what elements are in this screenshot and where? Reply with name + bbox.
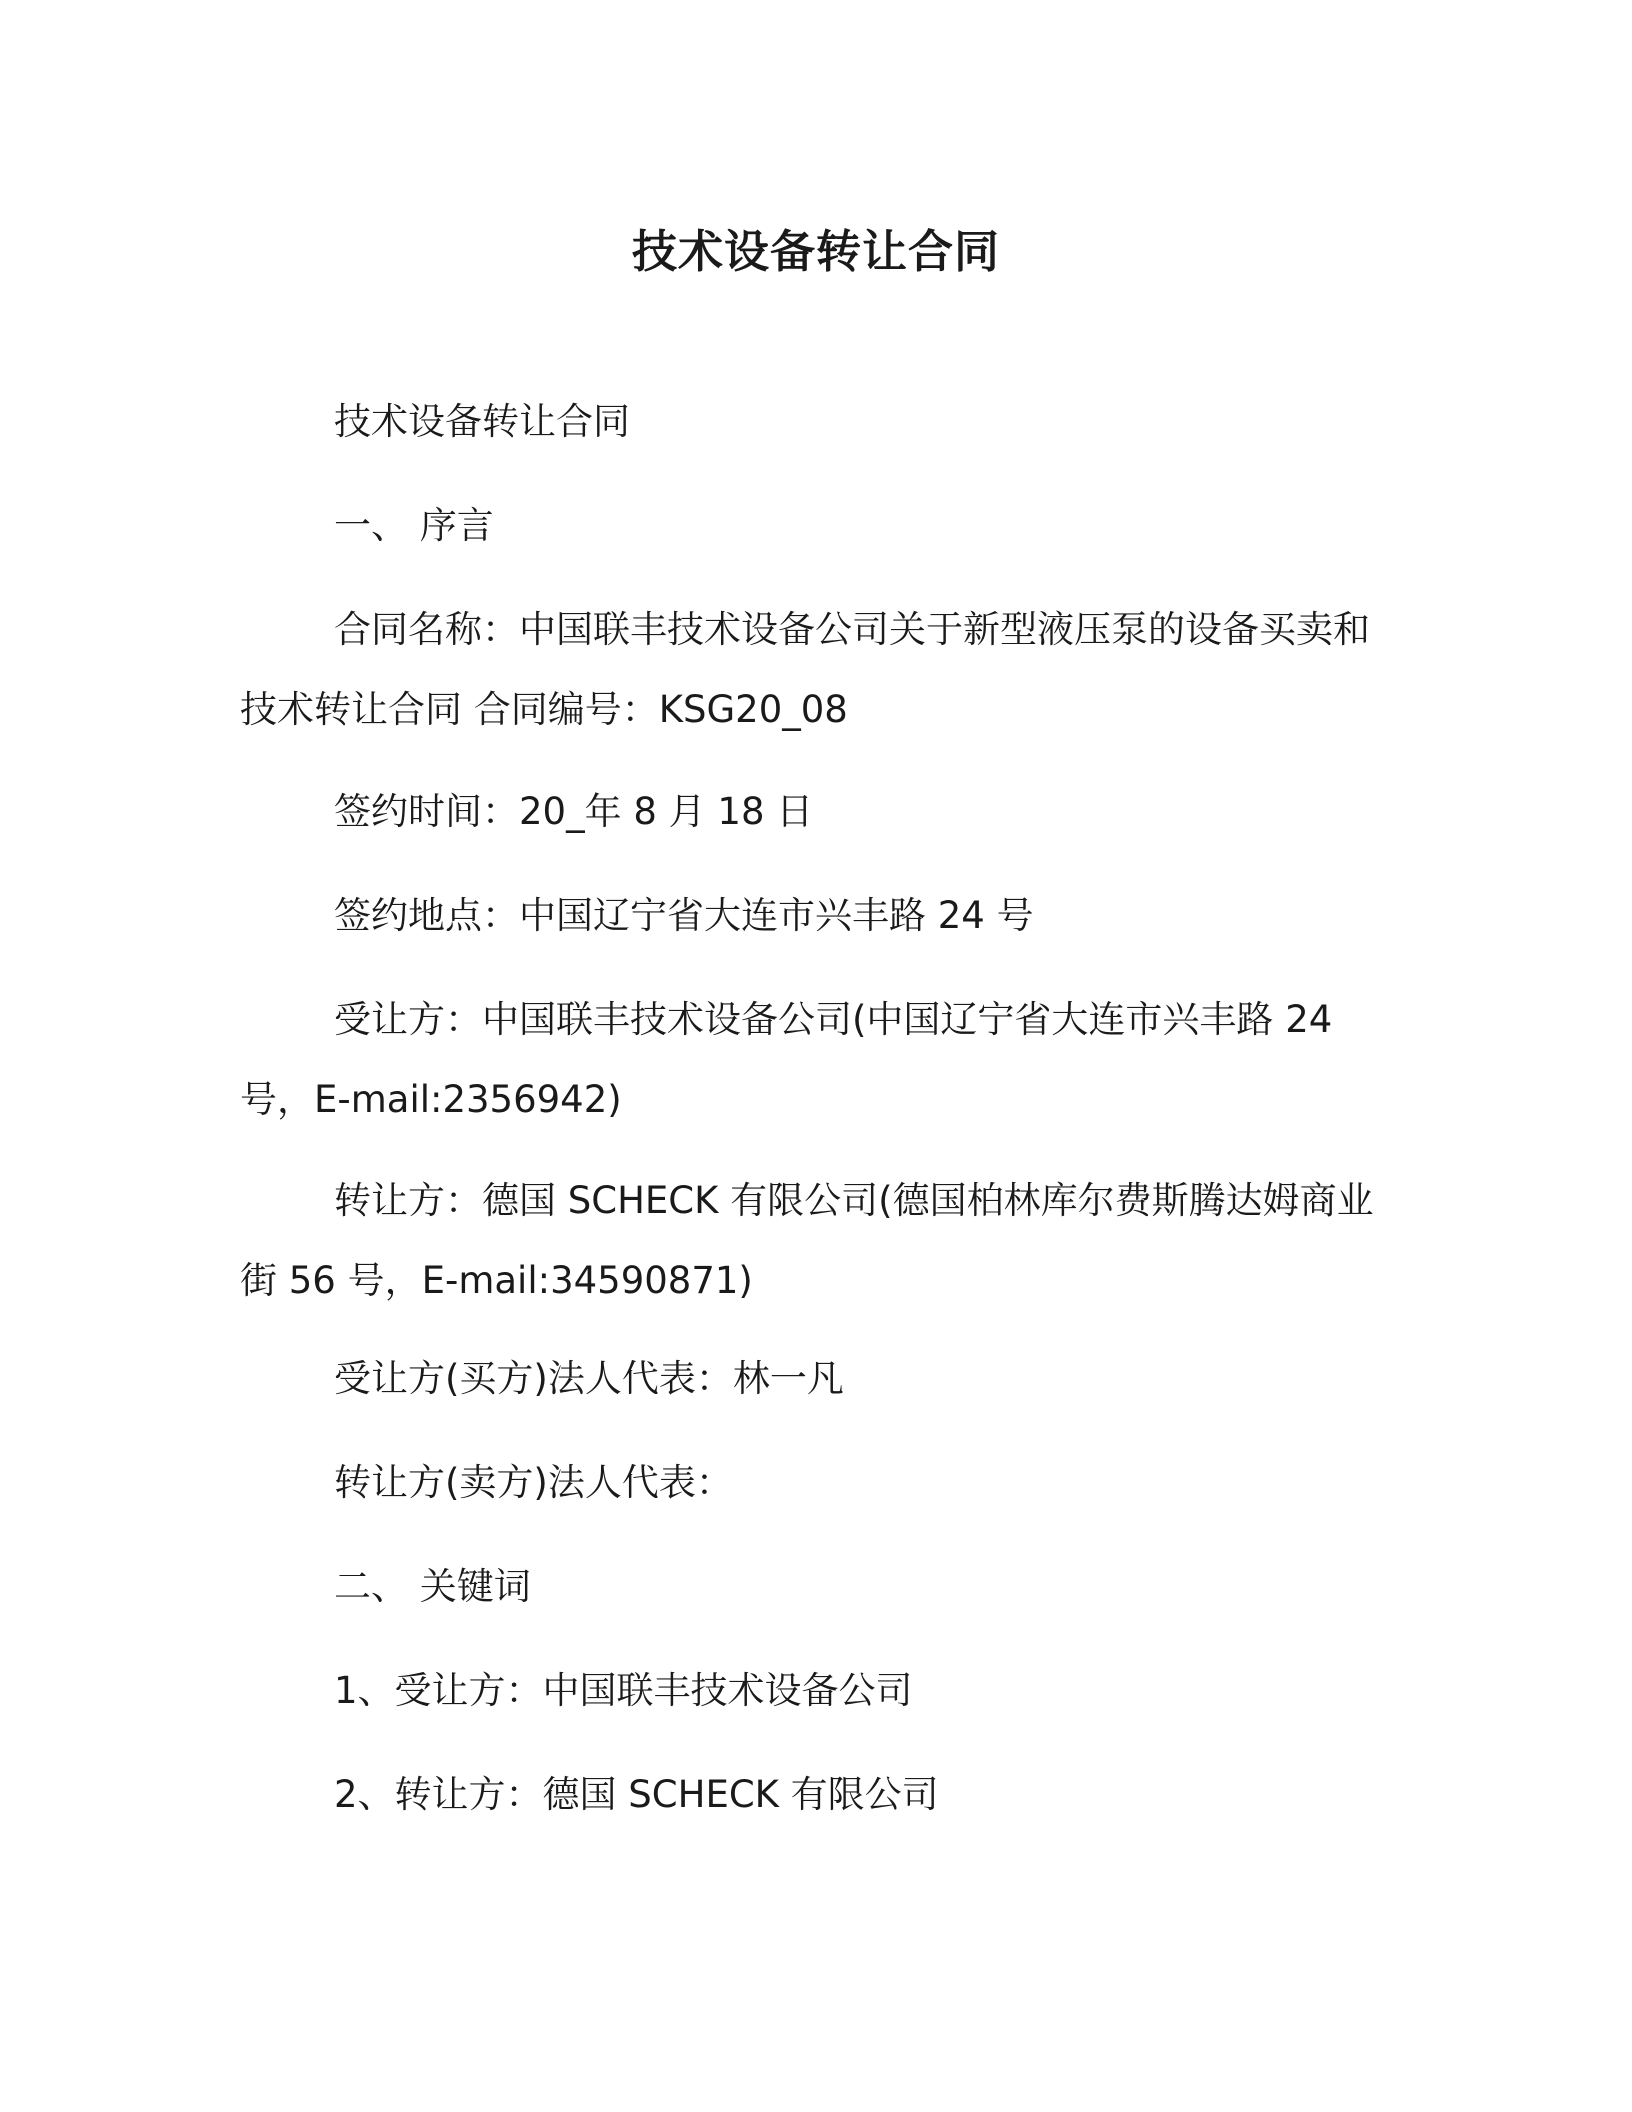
- paragraph-buyer-representative: 受让方(买方)法人代表：林一凡: [334, 1357, 844, 1400]
- paragraph-subtitle: 技术设备转让合同: [334, 400, 630, 443]
- paragraph-transferor: 转让方：德国 SCHECK 有限公司(德国柏林库尔费斯腾达姆商业街 56 号，E-mail:34590871): [240, 1179, 1374, 1302]
- section-heading-preface: 一、 序言: [334, 504, 494, 547]
- paragraph-signing-time: 签约时间：20_年 8 月 18 日: [334, 790, 814, 833]
- list-item-transferor: 2、转让方：德国 SCHECK 有限公司: [334, 1773, 939, 1816]
- list-item-transferee: 1、受让方：中国联丰技术设备公司: [334, 1669, 913, 1712]
- paragraph-transferee: 受让方：中国联丰技术设备公司(中国辽宁省大连市兴丰路 24 号，E-mail:2356942): [240, 998, 1333, 1121]
- paragraph-seller-representative: 转让方(卖方)法人代表：: [334, 1461, 733, 1504]
- paragraph-signing-place: 签约地点：中国辽宁省大连市兴丰路 24 号: [334, 894, 1034, 937]
- paragraph-contract-name: 合同名称：中国联丰技术设备公司关于新型液压泵的设备买卖和技术转让合同 合同编号：KSG20_08: [240, 608, 1370, 731]
- section-heading-keywords: 二、 关键词: [334, 1565, 531, 1608]
- document-title: 技术设备转让合同: [631, 225, 1000, 278]
